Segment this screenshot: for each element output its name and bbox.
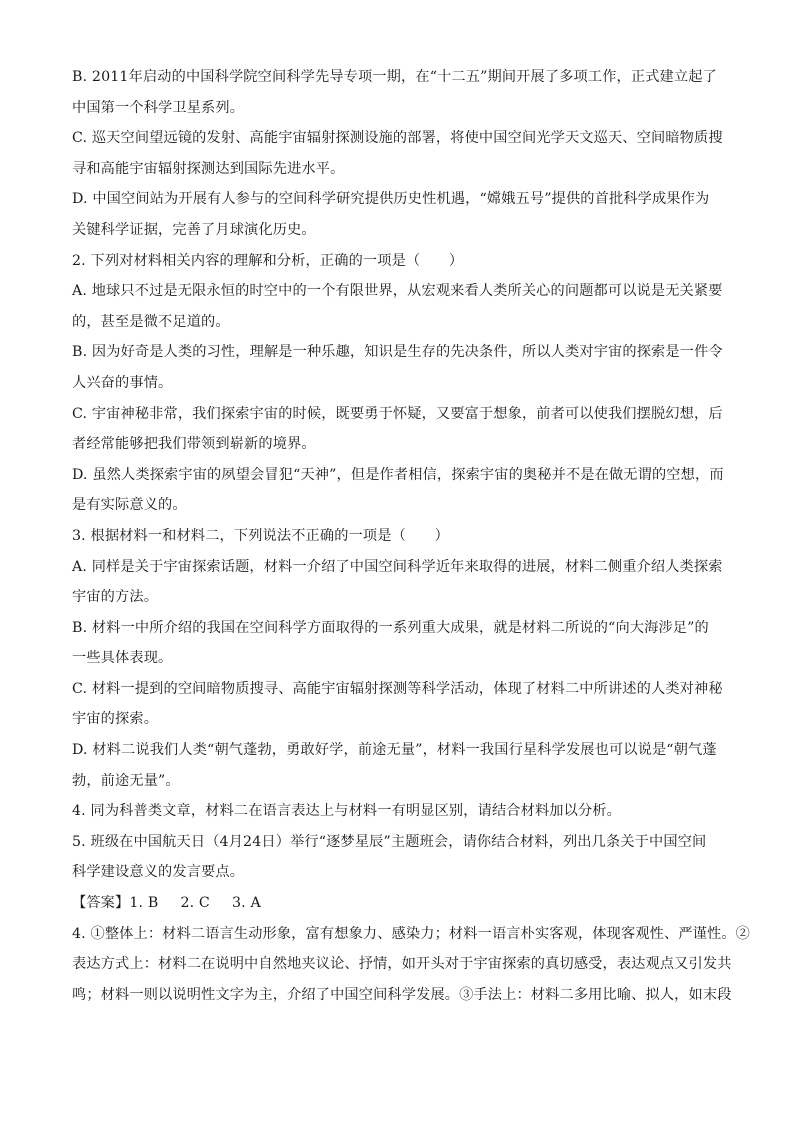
text-line: 宇宙的方法。 [72,589,159,606]
text-line: 勃，前途无量”。 [72,772,180,789]
text-line: 关键科学证据，完善了月球演化历史。 [72,221,316,238]
answer-item-1: 1. B [129,895,159,912]
text-line: C. 宇宙神秘非常，我们探索宇宙的时候，既要勇于怀疑，又要富于想象，前者可以使我们摆脱幻想，后 [72,405,723,422]
text-line: A. 同样是关于宇宙探索话题，材料一介绍了中国空间科学近年来取得的进展，材料二侧重介绍人类探索 [72,558,723,575]
answer-item-3: 3. A [231,895,261,912]
text-line: D. 虽然人类探索宇宙的夙望会冒犯“天神”，但是作者相信，探索宇宙的奥秘并不是在做无谓的空想，而 [72,466,724,483]
text-line: 是有实际意义的。 [72,497,187,514]
text-line: 宇宙的探索。 [72,711,159,728]
analysis-line: 表达方式上：材料二在说明中自然地夹议论、抒情，如开头对于宇宙探索的真切感受，表达观点又引发共 [72,956,732,973]
answer-tag: 【答案】 [72,895,130,912]
text-line: 寻和高能宇宙辐射探测达到国际先进水平。 [72,160,345,177]
answer-item-2: 2. C [180,895,210,912]
text-line: C. 材料一提到的空间暗物质搜寻、高能宇宙辐射探测等科学活动，体现了材料二中所讲述的人类对神秘 [72,680,723,697]
text-line: B. 因为好奇是人类的习性，理解是一种乐趣，知识是生存的先决条件，所以人类对宇宙的探索是一件令 [72,344,723,361]
answer-line [72,888,724,919]
text-line: 3. 根据材料一和材料二，下列说法不正确的一项是（ ） [72,527,449,544]
analysis-text [72,919,751,1011]
text-line: B. 材料一中所介绍的我国在空间科学方面取得的一系列重大成果，就是材料二所说的“向大海涉足”的 [72,619,709,636]
text-line: A. 地球只不过是无限永恒的时空中的一个有限世界，从宏观来看人类所关心的问题都可以说是无关紧要 [72,283,723,300]
text-line: B. 2011年启动的中国科学院空间科学先导专项一期，在“十二五”期间开展了多项工作，正式建立起了 [72,69,717,85]
analysis-line: 鸣；材料一则以说明性文字为主，介绍了中国空间科学发展。③手法上：材料二多用比喻、拟人，如末段 [72,986,732,1003]
text-line: 一些具体表现。 [72,650,173,667]
question-text [72,62,724,888]
text-line: 中国第一个科学卫星系列。 [72,99,245,116]
text-line: 人兴奋的事情。 [72,374,173,391]
document-page [72,62,751,1010]
text-line: 5. 班级在中国航天日（4月24日）举行“逐梦星辰”主题班会，请你结合材料，列出几条关于中国空间 [72,833,707,850]
text-line: 科学建设意义的发言要点。 [72,864,245,881]
analysis-line: 4. ①整体上：材料二语言生动形象，富有想象力、感染力；材料一语言朴实客观，体现客观性、严谨性。② [72,925,751,942]
text-line: D. 中国空间站为开展有人参与的空间科学研究提供历史性机遇，“嫦娥五号”提供的首批科学成果作为 [72,191,710,208]
text-line: 者经常能够把我们带领到崭新的境界。 [72,436,316,453]
text-line: D. 材料二说我们人类“朝气蓬勃，勇敢好学，前途无量”，材料一我国行星科学发展也可以说是“朝气蓬 [72,742,717,759]
text-line: 的，甚至是微不足道的。 [72,313,230,330]
text-line: C. 巡天空间望远镜的发射、高能宇宙辐射探测设施的部署，将使中国空间光学天文巡天、空间暗物质搜 [72,130,723,147]
text-line: 4. 同为科普类文章，材料二在语言表达上与材料一有明显区别，请结合材料加以分析。 [72,803,621,820]
text-line: 2. 下列对材料相关内容的理解和分析，正确的一项是（ ） [72,252,464,269]
